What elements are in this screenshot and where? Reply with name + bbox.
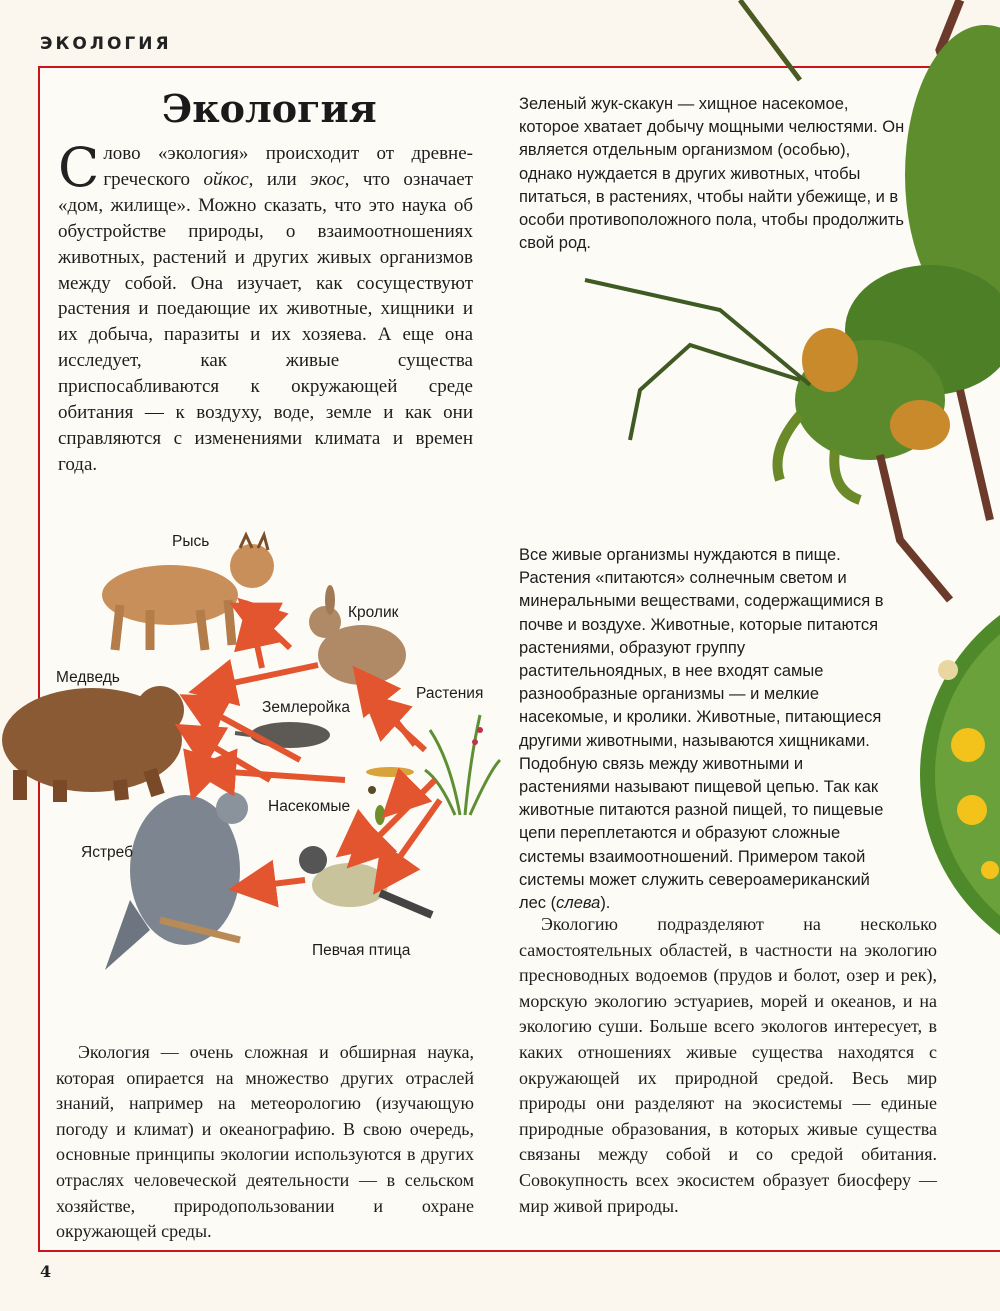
section-header: ЭКОЛОГИЯ [40, 34, 172, 54]
page-number: 4 [40, 1262, 52, 1281]
food-web-paragraph [519, 544, 891, 915]
intro-paragraph [58, 136, 473, 478]
intro-text-3: , что означает «дом, жилище». Можно сказать, что это наука об обустройстве природы, о взаимоотношениях животных, растений и других живых организмов между собой. Она изучает, как сосуществуют растения и поедающие их животные, хищники и их добыча, паразиты и их хозяева. А еще она исследует, как живые существа приспосабливаются к окружающей среде обитания — к воздуху, воде, земле и как они справляются с изменениями климата и времен года. [58, 168, 473, 475]
intro-text-1: лово «экология» происходит от древнегреческого [103, 143, 473, 190]
label-rabbit: Кролик [348, 604, 399, 621]
page-title: Экология [162, 86, 377, 131]
food-web-text-end: ). [600, 894, 611, 913]
food-web-text-italic: слева [556, 894, 601, 913]
ecology-science-paragraph: Экология — очень сложная и обширная наука, которая опирается на множество других отраслей знаний, например на метеорологию (изучающую погоду и климат) и океанографию. В свою очередь, основные принципы экологии используются в других отраслях человеческой деятельности — в сельском хозяйстве, природопользовании и охране окружающей среды. [56, 1042, 474, 1242]
label-lynx: Рысь [172, 533, 210, 550]
plants-illustration [425, 715, 500, 815]
label-insects: Насекомые [268, 798, 351, 815]
hawk-illustration [105, 792, 248, 970]
intro-word-oikos: ойкос [203, 168, 249, 190]
beetle-caption: Зеленый жук-скакун — хищное насекомое, которое хватает добычу мощными челюстями. Он является отдельным организмом (особью), однако нуждается в других животных, чтобы питаться, в растениях, чтобы найти убежище, и в особи противоположного пола, чтобы продолжить свой род. [519, 95, 905, 253]
rabbit-illustration [309, 585, 406, 685]
label-songbird: Певчая птица [312, 942, 411, 959]
songbird-illustration [299, 846, 432, 915]
bear-illustration [2, 686, 184, 802]
intro-word-ekos: экос [310, 168, 345, 190]
label-shrew: Землеройка [262, 699, 350, 716]
ecology-areas-paragraph: Экологию подразделяют на несколько самостоятельных областей, в частности на экологию пресноводных водоемов (прудов и болот, озер и рек), морскую экологию эстуариев, морей и океанов, и на экологию суши. Больше всего экологов интересует, в каких отношениях живые существа находятся с окружающей их природной средой. Весь мир природы они разделяют на экосистемы — единые природные образования, в которых живые существа связаны между собой и со средой обитания. Совокупность всех экосистем образует биосферу — мир живой природы. [519, 914, 937, 1216]
drop-cap: С [58, 136, 100, 199]
intro-text-2: , или [248, 168, 311, 190]
food-web-text-main: Все живые организмы нуждаются в пище. Растения «питаются» солнечным светом и минеральными веществами, содержащимися в почве и воздухе. Животные, которые питаются растениями, образуют группу растительноядных, в нее входят самые разнообразные организмы — и мелкие насекомые, и кролики. Животные, питающиеся другими животными, называются хищниками. Подобную связь между животными и растениями называют пищевой цепью. Так как животные питаются разной пищей, то пищевые цепи переплетаются и образуют сложные системы взаимоотношений. Примером такой системы может служить североамериканский лес ( [519, 546, 884, 913]
label-plants: Растения [416, 685, 484, 702]
label-hawk: Ястреб [81, 844, 133, 861]
tiger-beetle-illustration [585, 0, 1000, 600]
lynx-illustration [102, 535, 274, 650]
label-bear: Медведь [56, 669, 120, 686]
